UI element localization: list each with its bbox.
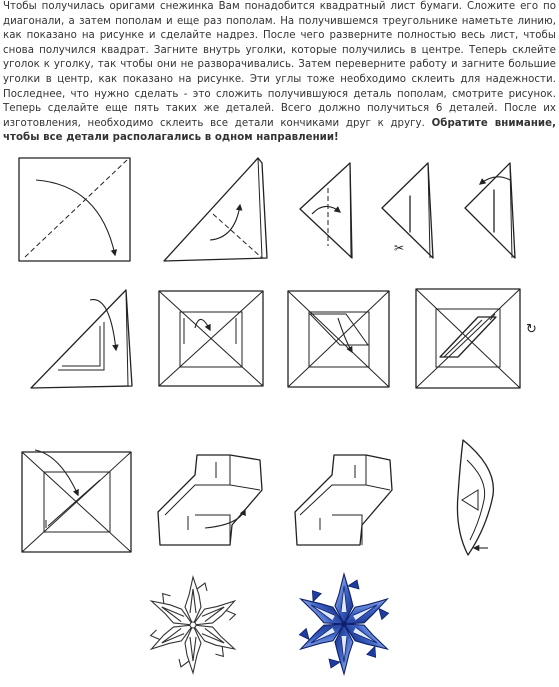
step-12-folded-shape-back	[295, 455, 392, 545]
step-6-unfolding-triangle	[31, 290, 132, 388]
step-13-half-fold	[457, 440, 493, 555]
step-8-corners-in	[288, 291, 389, 387]
scissors-icon: ✂	[394, 241, 405, 255]
step-5-triangle-cut-open	[465, 163, 515, 258]
step-7-square-open	[159, 291, 263, 386]
step-11-folded-shape	[158, 455, 262, 545]
step-10-big-corners-fold	[22, 450, 131, 552]
flip-over-icon: ↻	[526, 322, 537, 337]
step-4-cut-triangle	[382, 163, 433, 258]
step-1-square-diagonal	[19, 158, 130, 261]
instructions-body: Чтобы получилась оригами снежинка Вам понадобится квадратный лист бумаги. Сложите его по диагонали, а затем пополам и еще раз пополам. На получившемся треугольнике наметьте линию, как показано на рисунке и сделайте надрез. После чего разверните полностью весь лист, чтобы снова получился квадрат. Загните внутрь уголки, которые получились в центре. Теперь склейте уголок к уголку, так чтобы они не разворачивались. Затем переверните работу и загните большие уголки в центр, как показано на рисунке. Эти углы тоже необходимо склеить для надежности. Последнее, что нужно сделать - это сложить получившуюся деталь пополам, смотрите рисунок. Теперь сделайте еще пять таких же деталей. Всего должно получиться 6 деталей. После их изготовления, необходимо склеить все детали кончиками друг к другу.	[3, 1, 556, 129]
step-9-glued-corners	[416, 289, 537, 388]
snowflake-blue	[293, 574, 395, 674]
snowflake-outline	[144, 577, 241, 673]
instructions-emphasis: Обратите внимание, чтобы все детали располагались в одном направлении!	[3, 117, 556, 144]
step-3-small-triangle	[300, 163, 352, 258]
step-2-triangle-fold	[164, 158, 267, 261]
